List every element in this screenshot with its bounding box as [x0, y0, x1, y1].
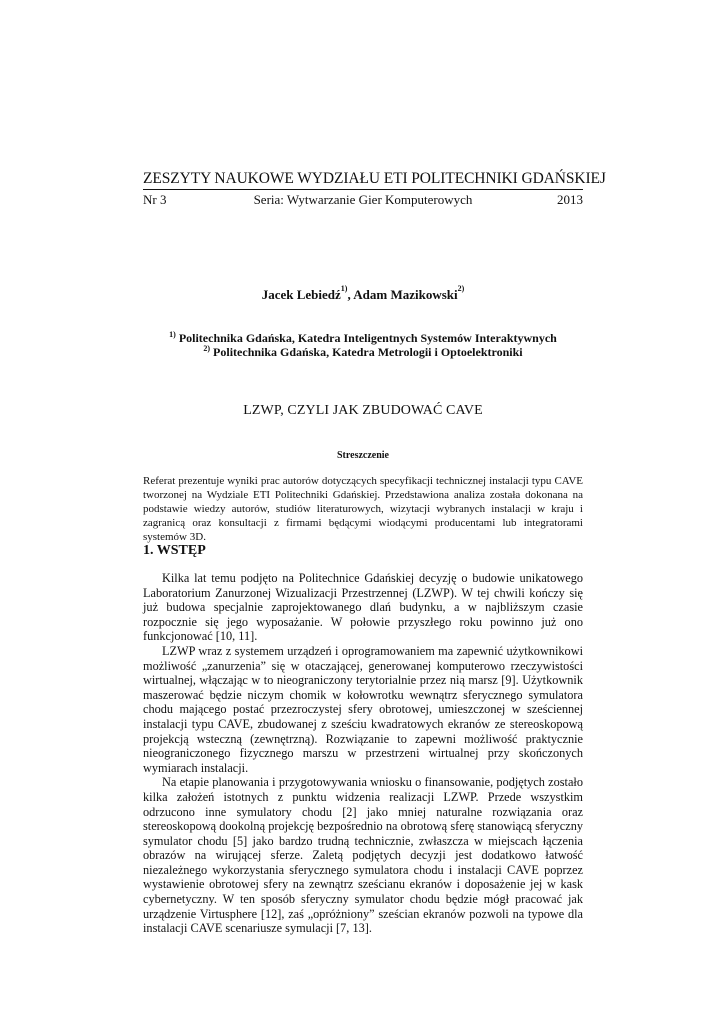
header-divider	[143, 189, 583, 190]
body-paragraph: Kilka lat temu podjęto na Politechnice Gdańskiej decyzję o budowie unikatowego Laboratorium Zanurzonej Wizualizacji Przestrzennej (LZWP). W tej chwili kończy się już budowa specjalnie zaprojektowanego dlań budynku, a w najbliższym czasie rozpocznie się jego wyposażanie. W połowie przyszłego roku powinno już ono funkcjonować [10, 11].	[143, 571, 583, 644]
paper-title: LZWP, CZYLI JAK ZBUDOWAĆ CAVE	[243, 403, 483, 418]
author-name: Adam Mazikowski	[353, 287, 458, 302]
publication-year: 2013	[557, 192, 583, 207]
abstract-text: Referat prezentuje wyniki prac autorów dotyczących specyfikacji technicznej instalacji typu CAVE tworzonej na Wydziale ETI Politechniki Gdańskiej. Przedstawiona analiza została dokonana na podstawie wiedzy autorów, studiów literaturowych, wizytacji wybranych instalacji w kraju i zagranicą oraz konsultacji z firmami będącymi wiodącymi producentami lub integratorami systemów 3D.	[143, 475, 583, 543]
author-list	[143, 284, 583, 303]
affiliation-text: Politechnika Gdańska, Katedra Inteligentnych Systemów Interaktywnych	[178, 331, 557, 345]
author-affiliation-mark: 2)	[457, 284, 465, 293]
author-name: Jacek Lebiedź	[261, 287, 341, 302]
abstract-heading: Streszczenie	[336, 450, 389, 461]
body-paragraph: Na etapie planowania i przygotowywania wniosku o finansowanie, podjętych zostało kilka założeń istotnych z punktu widzenia realizacji LZWP. Przede wszystkim odrzucono inne symulatory chodu [2] jako mniej naturalne rozwiązania oraz stereoskopową dookolną projekcję bezpośrednio na obrotową sferę stanowiącą sferyczny symulator chodu [5] jako bardzo trudną technicznie, zwłaszcza w miejscach łączenia obrazów na wirującej sferze. Zaletą podjętych decyzji jest dodatkowo łatwość niezależnego wykorzystania sferycznego symulatora chodu i instalacji CAVE poprzez wystawienie obrotowej sfery na zewnątrz sześcianu ekranów i doposażenie jej w kask cybernetyczny. W ten sposób sferyczny symulator chodu będzie mógł pracować jak urządzenie Virtusphere [12], zaś „opróżniony” sześcian ekranów pozwoli na typowe dla instalacji CAVE scenariusze symulacji [7, 13].	[143, 775, 583, 936]
affiliation-mark: 1)	[169, 330, 176, 339]
journal-title: ZESZYTY NAUKOWE WYDZIAŁU ETI POLITECHNIKI GDAŃSKIEJ	[143, 170, 606, 187]
affiliation-mark: 2)	[203, 344, 211, 353]
issue-number: Nr 3	[143, 192, 167, 207]
series-name: Seria: Wytwarzanie Gier Komputerowych	[253, 192, 473, 207]
affiliation-list	[143, 331, 583, 359]
author-separator: ,	[347, 287, 354, 302]
body-paragraph: LZWP wraz z systemem urządzeń i oprogramowaniem ma zapewnić użytkownikowi możliwość „zanurzenia” się w otaczającej, generowanej komputerowo rzeczywistości wirtualnej, włączając w to nieograniczony terytorialnie przez nią marsz [9]. Użytkownik maszerować będzie niczym chomik w kołowrotku wewnątrz sferycznego symulatora chodu mającego postać przezroczystej sfery obrotowej, umieszczonej w sześciennej instalacji typu CAVE, zbudowanej z sześciu kwadratowych ekranów ze stereoskopową projekcją wsteczną (zewnętrzną). Rozwiązanie to zapewni możliwość praktycznie nieograniczonego fizycznego marszu w przestrzeni wirtualnej przy skończonych wymiarach instalacji.	[143, 643, 583, 775]
author-affiliation-mark: 1)	[340, 284, 348, 293]
series-info-row	[143, 192, 583, 208]
affiliation-item	[143, 331, 583, 345]
section-heading: 1. WSTĘP	[143, 543, 206, 558]
section-body	[143, 571, 583, 936]
affiliation-item	[143, 345, 583, 359]
affiliation-text: Politechnika Gdańska, Katedra Metrologii i Optoelektroniki	[213, 345, 523, 359]
